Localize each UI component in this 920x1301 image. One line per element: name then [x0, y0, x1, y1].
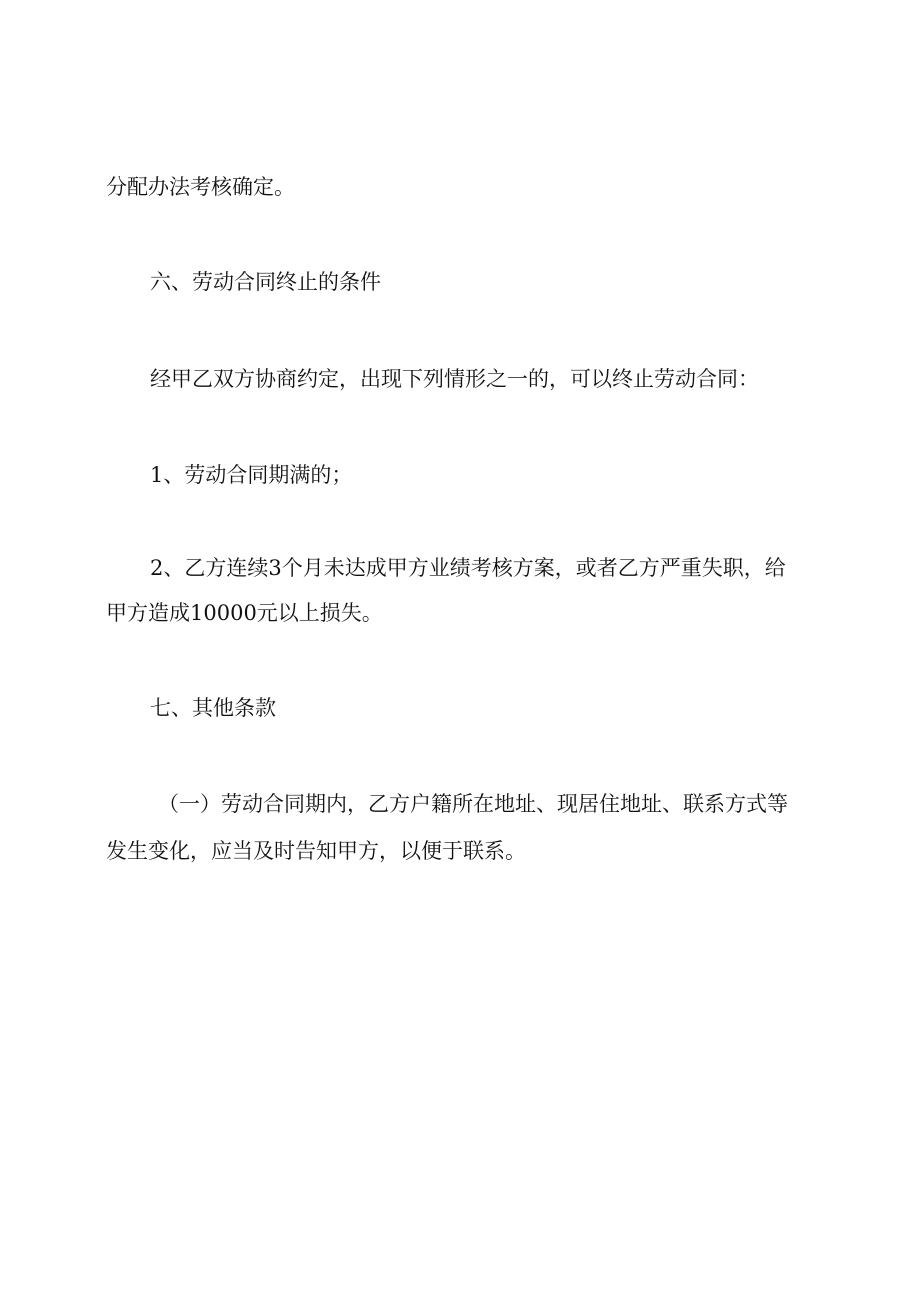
list-item-2-line-2: 甲方造成10000元以上损失。 [106, 601, 383, 625]
clause-1-line-1: （一）劳动合同期内，乙方户籍所在地址、现居住地址、联系方式等 [158, 792, 788, 816]
section-heading-other-terms: 七、其他条款 [150, 696, 276, 720]
section-heading-termination: 六、劳动合同终止的条件 [150, 270, 381, 294]
paragraph-continuation: 分配办法考核确定。 [106, 175, 295, 199]
clause-1-line-2: 发生变化，应当及时告知甲方，以便于联系。 [106, 839, 526, 863]
list-item-2-line-1: 2、乙方连续3个月未达成甲方业绩考核方案，或者乙方严重失职，给 [150, 556, 786, 580]
list-item-1: 1、劳动合同期满的； [150, 463, 353, 487]
paragraph-termination-intro: 经甲乙双方协商约定，出现下列情形之一的，可以终止劳动合同： [150, 367, 759, 391]
